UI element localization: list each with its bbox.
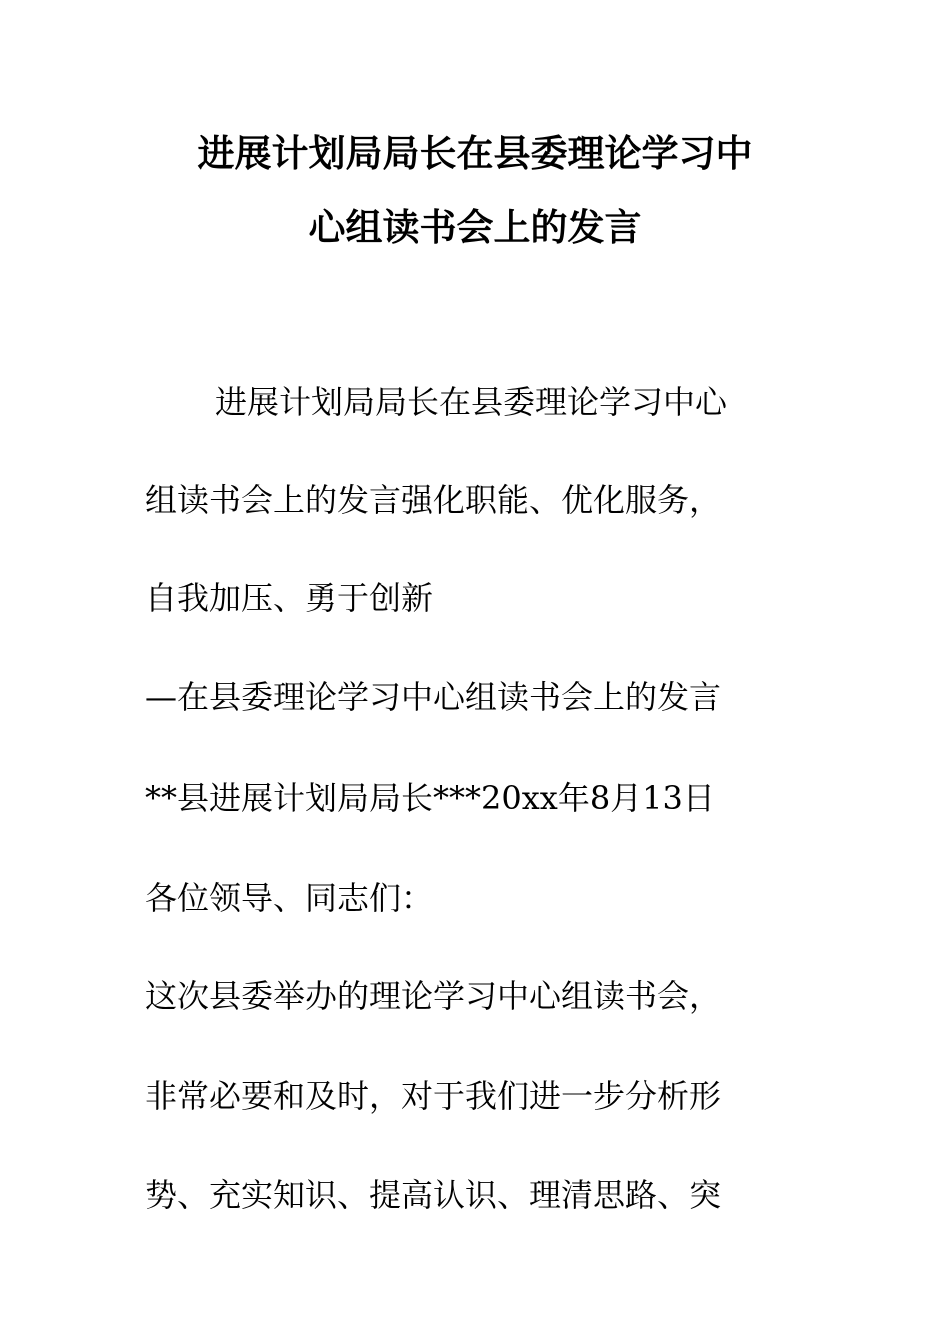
body-line-4: —在县委理论学习中心组读书会上的发言 bbox=[145, 678, 722, 716]
body-line-7: 这次县委举办的理论学习中心组读书会， bbox=[145, 977, 722, 1015]
body-line-2: 组读书会上的发言强化职能、优化服务， bbox=[145, 481, 722, 519]
document-title-line-1: 进展计划局局长在县委理论学习中 bbox=[197, 132, 753, 175]
body-line-8: 非常必要和及时，对于我们进一步分析形 bbox=[145, 1077, 722, 1115]
body-line-9: 势、充实知识、提高认识、理清思路、突 bbox=[145, 1176, 722, 1214]
body-line-3: 自我加压、勇于创新 bbox=[145, 579, 434, 617]
body-line-5: **县进展计划局局长***20xx年8月13日 bbox=[145, 779, 715, 817]
body-line-1: 进展计划局局长在县委理论学习中心 bbox=[215, 383, 728, 421]
body-line-6: 各位领导、同志们： bbox=[145, 879, 434, 917]
document-title-line-2: 心组读书会上的发言 bbox=[308, 206, 642, 249]
